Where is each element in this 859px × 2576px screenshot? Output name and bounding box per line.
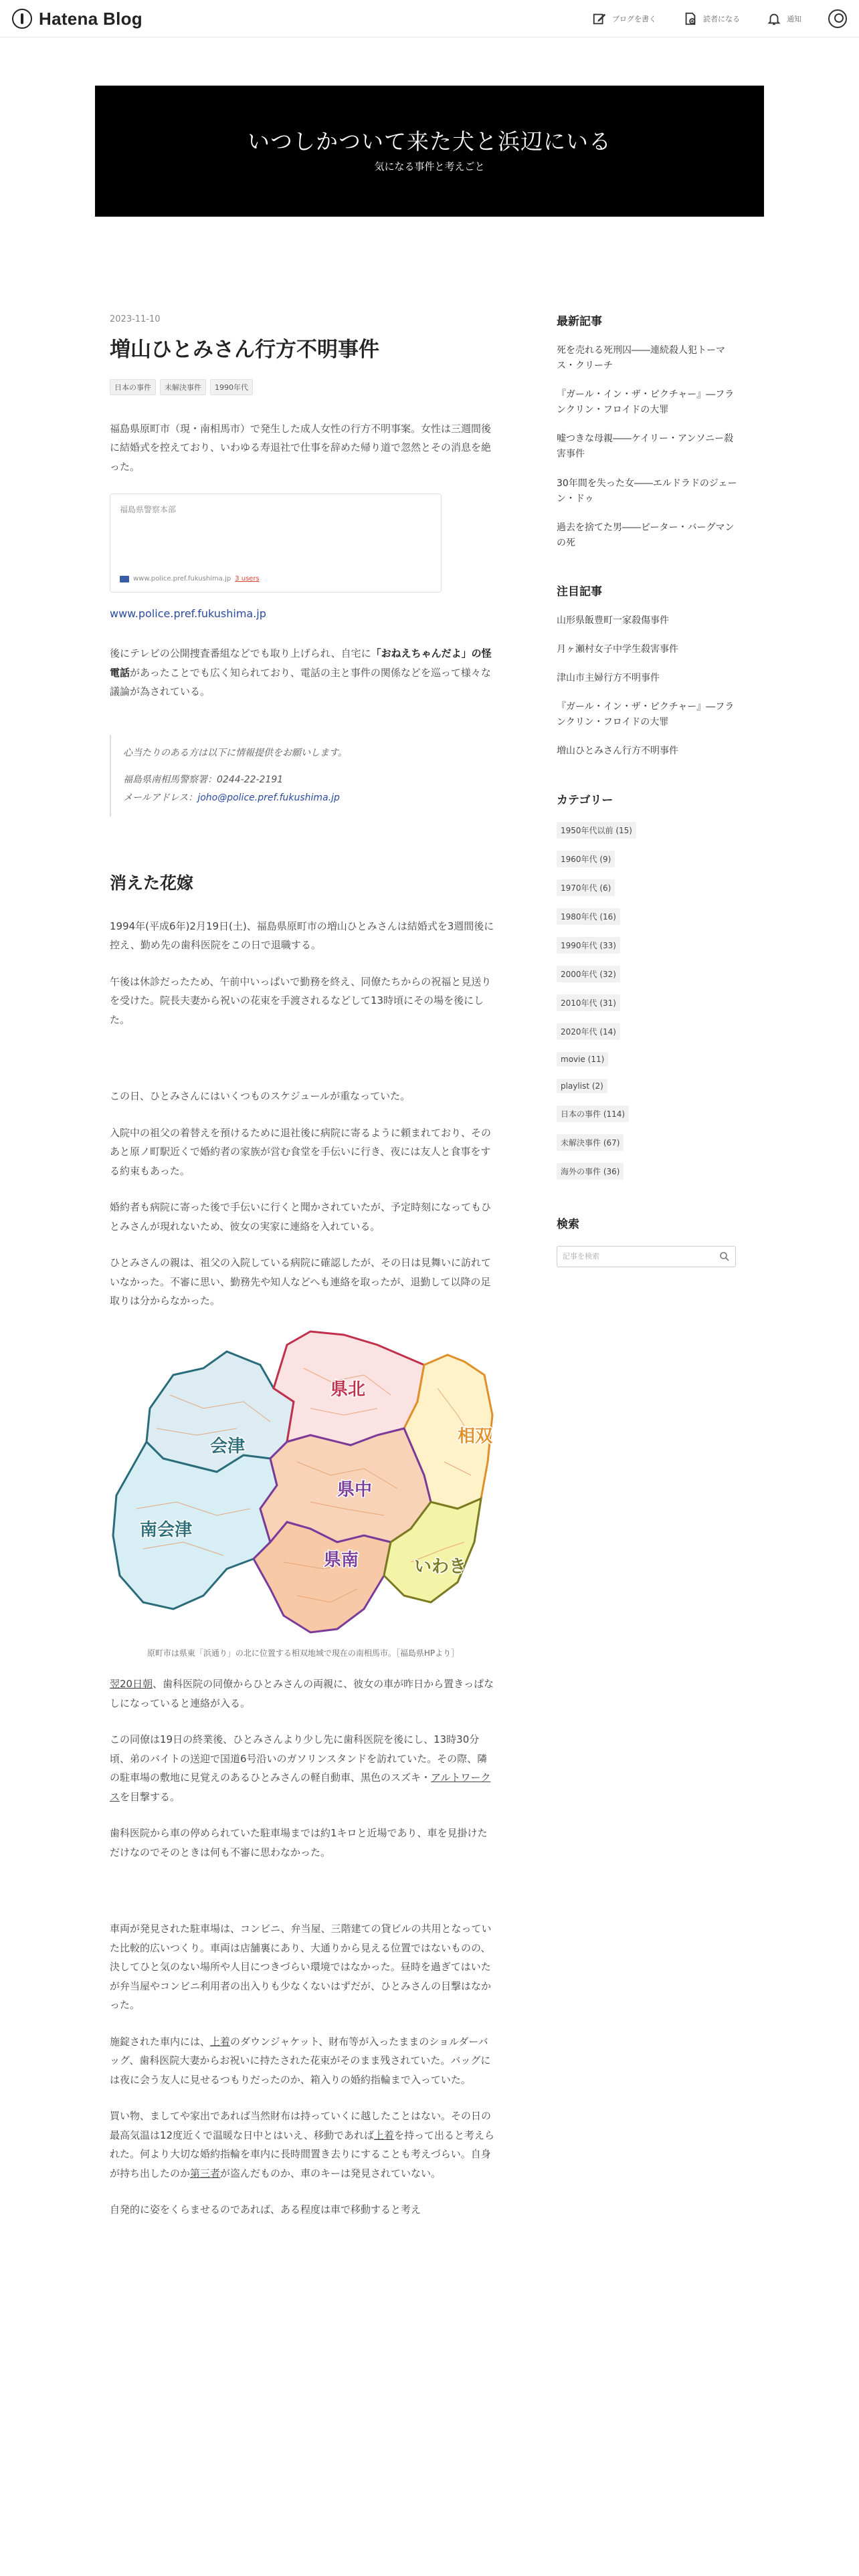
- text-span: を持って出ると考えられた。何より大切な婚約指輪を車内に長時間置き去りにすることも考えづらい。自身が持ち出したのか: [110, 2129, 495, 2179]
- text-span: 、歯科医院の同僚からひとみさんの両親に、彼女の車が昨日から置きっぱなしになっていると連絡が入る。: [110, 1678, 494, 1709]
- featured-heading: 注目記事: [557, 584, 602, 599]
- category-link[interactable]: playlist (2): [557, 1079, 607, 1093]
- bookmark-count-link[interactable]: 3 users: [235, 575, 260, 583]
- body-paragraph: [110, 2107, 496, 2183]
- region-kennan: [254, 1522, 391, 1632]
- category-link[interactable]: 1950年代以前 (15): [557, 822, 636, 839]
- notification-button[interactable]: [767, 11, 801, 26]
- info-request-quote: [110, 735, 496, 817]
- write-blog-label: ブログを書く: [612, 15, 656, 23]
- tv-paragraph: [110, 644, 496, 702]
- sidebar: [557, 312, 737, 1267]
- text-span: が盗んだものか、車のキーは発見されていない。: [220, 2167, 442, 2179]
- body-paragraph: [110, 2032, 496, 2090]
- notification-label: 通知: [787, 15, 801, 23]
- global-header: [0, 0, 859, 37]
- text-link[interactable]: 翌20日朝: [110, 1678, 153, 1691]
- search-module: [557, 1214, 737, 1267]
- region-label: 県北: [330, 1379, 366, 1400]
- featured-entry-link[interactable]: 津山市主婦行方不明事件: [557, 673, 660, 684]
- blog-title[interactable]: いつしかついて来た犬と浜辺にいる: [248, 128, 611, 154]
- email-link[interactable]: joho@police.pref.fukushima.jp: [197, 792, 340, 804]
- text-span: を目撃する。: [120, 1790, 181, 1803]
- body-paragraph: 車両が発見された駐車場は、コンビニ、弁当屋、三階建ての貸ビルの共用となっていた比較的広いつくり。車両は店舗裏にあり、大通りから見える位置ではないものの、決してひと気のない場所や人目につきづらい環境ではなかった。昼時を過ぎてはいたが弁当屋やコンビニ利用者の出入りも少なくないはずだが、ひとみさんの目撃はなかった。: [110, 1923, 492, 2012]
- body-paragraph: 歯科医院から車の停められていた駐車場までは約1キロと近場であり、車を見掛けただけなのでそのときは何も不審に思わなかった。: [110, 1827, 488, 1858]
- emphasis-text: 「おねえちゃんだよ」の怪電話: [110, 647, 492, 679]
- map-caption: 原町市は県東「浜通り」の北に位置する相双地域で現在の南相馬市。［福島県HPより］: [147, 1648, 460, 1658]
- text-span: 買い物、ましてや家出であれば当然財布は持っていくに越したことはない。その日の最高気温は12度近くで温暖な日中とはいえ、移動であれば: [110, 2110, 492, 2141]
- search-box: [557, 1246, 736, 1267]
- category-tag[interactable]: 1990年代: [210, 379, 253, 395]
- text-span: があったことでも広く知られており、電話の主と事件の関係などを巡って様々な議論が為されている。: [110, 666, 491, 698]
- intro-paragraph: 福島県原町市（現・南相馬市）で発生した成人女性の行方不明事案。女性は三週間後に結婚式を控えており、いわゆる寿退社で仕事を辞めた帰り道で忽然とその消息を絶った。: [110, 422, 492, 473]
- bell-icon: [767, 11, 781, 26]
- entry-categories: [110, 379, 496, 395]
- region-label: 県中: [337, 1479, 373, 1500]
- category-link[interactable]: 1960年代 (9): [557, 851, 615, 867]
- body-paragraph: 入院中の祖父の着替えを預けるために退社後に病院に寄るように頼まれており、そのあと原ノ町駅近くで婚約者の家族が営む食堂を手伝いに行き、夜には友人と食事をする約束もあった。: [110, 1126, 492, 1177]
- fukushima-region-map: [110, 1328, 496, 1642]
- category-link[interactable]: 海外の事件 (36): [557, 1163, 624, 1180]
- region-minami-aizu: [113, 1442, 277, 1609]
- embed-footer: [120, 575, 260, 582]
- embed-title: 福島県警察本部: [120, 505, 177, 515]
- search-input[interactable]: [557, 1247, 704, 1267]
- categories-heading: カテゴリー: [557, 793, 613, 807]
- body-paragraph: [110, 1675, 496, 1713]
- category-tag[interactable]: 未解決事件: [160, 379, 206, 395]
- recent-entries-module: [557, 312, 737, 551]
- category-link[interactable]: 2020年代 (14): [557, 1023, 620, 1040]
- category-link[interactable]: 未解決事件 (67): [557, 1134, 624, 1151]
- hatena-logo-icon: [12, 9, 32, 29]
- embed-domain: www.police.pref.fukushima.jp: [133, 575, 231, 583]
- category-tag[interactable]: 日本の事件: [110, 379, 156, 395]
- hatena-blog-logo[interactable]: [12, 8, 142, 29]
- body-paragraph: 婚約者も病院に寄った後で手伝いに行くと聞かされていたが、予定時刻になってもひとみさんが現れないため、彼女の実家に連絡を入れている。: [110, 1201, 492, 1232]
- brand-name: Hatena Blog: [39, 8, 142, 29]
- category-link[interactable]: 1990年代 (33): [557, 937, 620, 954]
- body-paragraph: [110, 1730, 496, 1806]
- blog-description: 気になる事件と考えごと: [374, 160, 485, 173]
- region-label: 会津: [210, 1436, 246, 1457]
- quote-line: 心当たりのある方は以下に情報提供をお願いします。: [123, 747, 347, 758]
- category-link[interactable]: 2010年代 (31): [557, 994, 620, 1011]
- subscribe-button[interactable]: [683, 11, 740, 26]
- spacer: [110, 1047, 496, 1087]
- text-link[interactable]: 上着: [374, 2129, 395, 2141]
- featured-entries-module: [557, 582, 737, 760]
- categories-module: [557, 790, 737, 1180]
- category-link[interactable]: movie (11): [557, 1052, 608, 1067]
- featured-entry-link[interactable]: 月ヶ瀬村女子中学生殺害事件: [557, 644, 678, 655]
- source-link[interactable]: www.police.pref.fukushima.jp: [110, 607, 266, 621]
- spacer: [110, 1879, 496, 1919]
- text-span: のダウンジャケット、財布等が入ったままのショルダーバッグ、歯科医院大妻からお祝いに持たされた花束がそのまま残されていた。バッグには夜に会う友人に見せるつもりだったのか、箱入りの婚約指輪まで入っていた。: [110, 2035, 491, 2086]
- text-span: 施錠された車内には、: [110, 2035, 211, 2048]
- fukushima-map-figure: [110, 1328, 496, 1660]
- region-label: 南会津: [140, 1519, 193, 1540]
- featured-entry-link[interactable]: 『ガール・イン・ザ・ピクチャー』―フランクリン・フロイドの大罪: [557, 702, 735, 728]
- entry-title[interactable]: 増山ひとみさん行方不明事件: [110, 338, 379, 362]
- category-link[interactable]: 1970年代 (6): [557, 879, 615, 896]
- body-paragraph: ひとみさんの親は、祖父の入院している病院に確認したが、その日は見舞いに訪れていなかった。不審に思い、勤務先や知人などへも連絡を取ったが、退勤して以降の足取りは分からなかった。: [110, 1257, 492, 1307]
- entry-date[interactable]: 2023-11-10: [110, 314, 161, 324]
- recent-entry-link[interactable]: 過去を捨てた男――ピーター・バーグマンの死: [557, 522, 735, 548]
- body-paragraph: 1994年(平成6年)2月19日(土)、福島県原町市の増山ひとみさんは結婚式を3週間後に控え、勤め先の歯科医院をこの日で退職する。: [110, 920, 494, 952]
- recent-heading: 最新記事: [557, 315, 602, 328]
- search-heading: 検索: [557, 1217, 579, 1231]
- text-link[interactable]: アルトワークス: [110, 1772, 491, 1803]
- recent-entry-link[interactable]: 30年間を失った女――エルドラドのジェーン・ドゥ: [557, 477, 737, 504]
- site-favicon-icon: [120, 576, 129, 582]
- global-actions: [592, 8, 847, 29]
- region-label: 相双: [458, 1426, 493, 1446]
- text-span: 後にテレビの公開捜査番組などでも取り上げられ、自宅に: [110, 647, 371, 660]
- recent-entry-link[interactable]: 死を売れる死刑囚――連続殺人犯トーマス・クリーチ: [557, 345, 725, 372]
- text-link[interactable]: 上着: [210, 2035, 231, 2048]
- region-label: 県南: [324, 1549, 359, 1570]
- link-embed-card[interactable]: [110, 494, 442, 593]
- quote-email-line: [123, 789, 496, 807]
- region-label: いわき: [414, 1556, 467, 1577]
- write-blog-button[interactable]: [592, 11, 656, 26]
- featured-entry-link[interactable]: 増山ひとみさん行方不明事件: [557, 746, 678, 757]
- text-link[interactable]: 第三者: [190, 2167, 221, 2179]
- body-paragraph: 午後は休診だったため、午前中いっぱいで勤務を終え、同僚たちからの祝福と見送りを受けた。院長夫妻から祝いの花束を手渡されるなどして13時頃にその場を後にした。: [110, 975, 492, 1026]
- police-phone: 福島県南相馬警察署：0244-22-2191: [123, 774, 284, 786]
- body-paragraph: 自発的に姿をくらませるのであれば、ある程度は車で移動すると考え: [110, 2204, 421, 2216]
- user-avatar-icon[interactable]: [828, 9, 847, 28]
- recent-entry-link[interactable]: 嘘つきな母親――ケイリー・アンソニー殺害事件: [557, 433, 734, 460]
- category-link[interactable]: 2000年代 (32): [557, 966, 620, 982]
- pencil-icon: [592, 11, 607, 26]
- section-heading: 消えた花嫁: [110, 873, 194, 893]
- category-link[interactable]: 日本の事件 (114): [557, 1105, 629, 1122]
- featured-entry-link[interactable]: 山形県飯豊町一家殺傷事件: [557, 615, 669, 626]
- category-link[interactable]: 1980年代 (16): [557, 908, 620, 925]
- recent-entry-link[interactable]: 『ガール・イン・ザ・ピクチャー』―フランクリン・フロイドの大罪: [557, 389, 735, 416]
- body-paragraph: この日、ひとみさんにはいくつものスケジュールが重なっていた。: [110, 1090, 411, 1103]
- search-icon[interactable]: [719, 1251, 730, 1262]
- subscribe-label: 読者になる: [703, 15, 740, 23]
- text-span: この同僚は19日の終業後、ひとみさんより少し先に歯科医院を後にし、13時30分頃、弟のバイトの送迎で国道6号沿いのガソリンスタンドを訪れていた。その際、隣の駐車場の敷地に見覚えのあるひとみさんの軽自動車、黒色のスズキ・: [110, 1733, 488, 1784]
- email-label: メールアドレス：: [123, 792, 198, 804]
- reader-icon: [683, 11, 698, 26]
- article: [110, 314, 496, 2237]
- blog-header: [95, 86, 764, 217]
